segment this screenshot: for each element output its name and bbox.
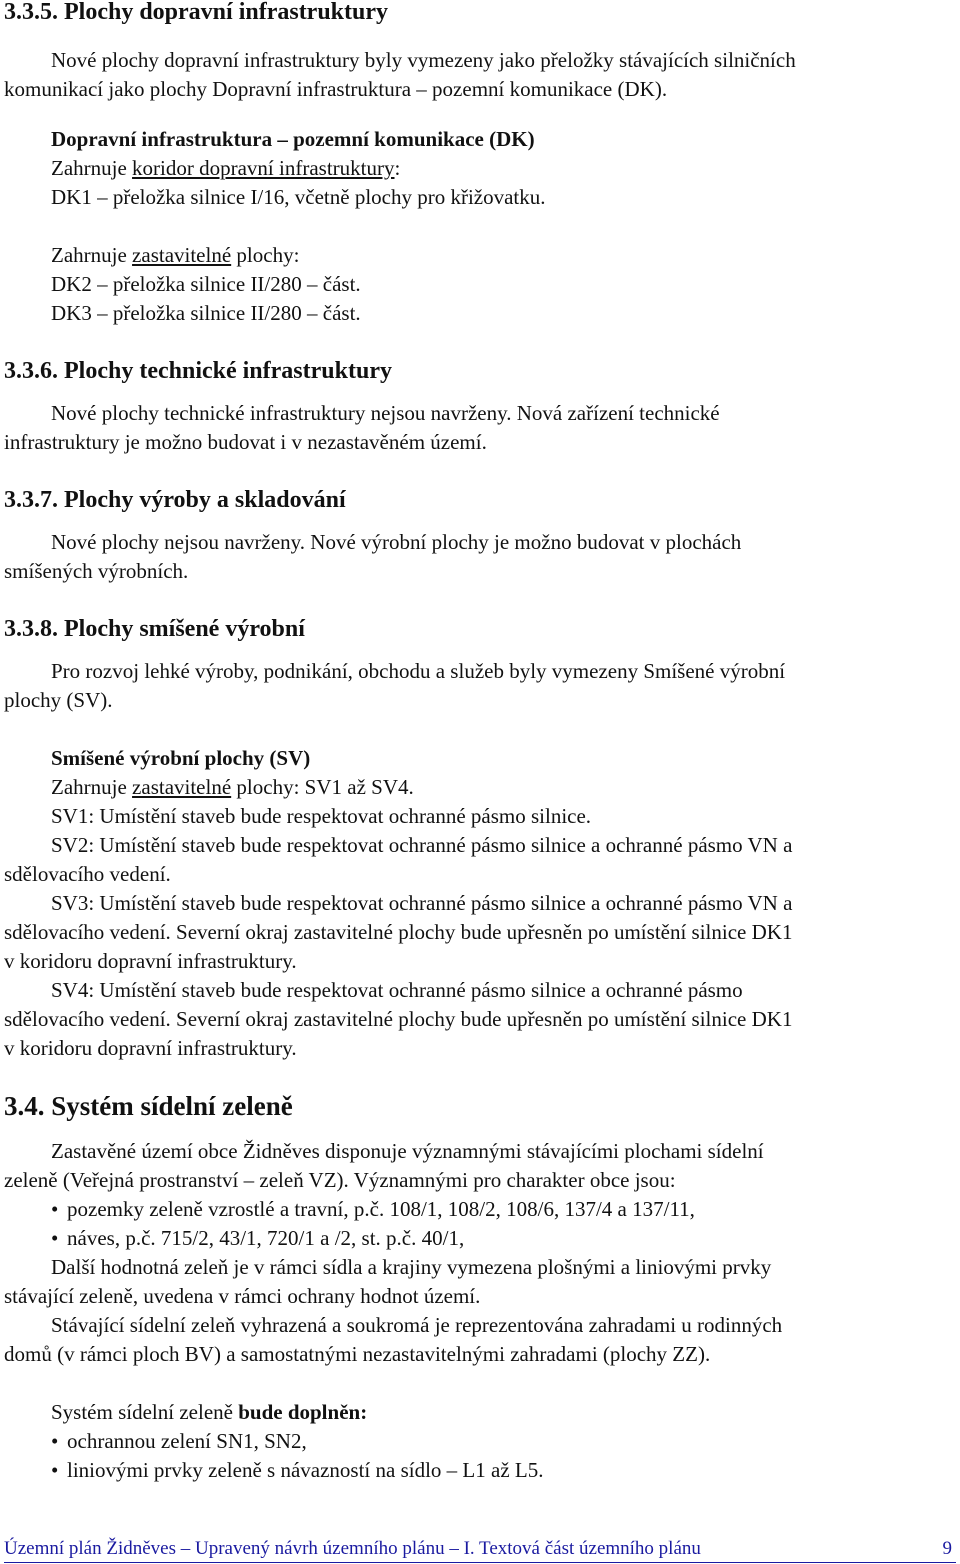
list-item: náves, p.č. 715/2, 43/1, 720/1 a /2, st. p.č. 40/1, (67, 1226, 465, 1250)
section-heading-3-3-5: 3.3.5. Plochy dopravní infrastruktury (4, 0, 389, 25)
text: plochy: SV1 až SV4. (231, 775, 414, 799)
paragraph-line: domů (v rámci ploch BV) a samostatnými nezastavitelnými zahradami (plochy ZZ). (4, 1342, 711, 1366)
text: Zahrnuje (51, 775, 133, 799)
text: Zahrnuje (51, 243, 133, 267)
paragraph-line: Nové plochy nejsou navrženy. Nové výrobní plochy je možno budovat v plochách (51, 530, 742, 554)
text: Zahrnuje (51, 156, 133, 180)
section-heading-3-3-7: 3.3.7. Plochy výroby a skladování (4, 487, 346, 513)
koridor-line (51, 154, 960, 183)
subsection-heading-sv: Smíšené výrobní plochy (SV) (51, 746, 311, 770)
text: Systém sídelní zeleně (51, 1400, 239, 1424)
paragraph-line: Další hodnotná zeleň je v rámci sídla a krajiny vymezena plošnými a liniovými prvky (51, 1255, 772, 1279)
bullet-icon: • (51, 1429, 59, 1453)
page-number: 9 (942, 1538, 952, 1559)
bullet-icon: • (51, 1458, 59, 1482)
paragraph-line: komunikací jako plochy Dopravní infrastruktura – pozemní komunikace (DK). (4, 77, 668, 101)
sv2-line: SV2: Umístění staveb bude respektovat ochranné pásmo silnice a ochranné pásmo VN a (51, 833, 793, 857)
sv4-line: v koridoru dopravní infrastruktury. (4, 1036, 297, 1060)
section-heading-3-4: 3.4. Systém sídelní zeleně (4, 1091, 293, 1121)
paragraph-line: smíšených výrobních. (4, 559, 189, 583)
text: : (394, 156, 401, 180)
dk3-line: DK3 – přeložka silnice II/280 – část. (51, 301, 361, 325)
sv3-line: sdělovacího vedení. Severní okraj zastavitelné plochy bude upřesněn po umístění silnice DK1 (4, 920, 793, 944)
list-item: ochrannou zelení SN1, SN2, (67, 1429, 307, 1453)
paragraph-line: Pro rozvoj lehké výroby, podnikání, obchodu a služeb byly vymezeny Smíšené výrobní (51, 659, 786, 683)
paragraph-line: Nové plochy dopravní infrastruktury byly vymezeny jako přeložky stávajících silničních (51, 48, 796, 72)
sv4-line: SV4: Umístění staveb bude respektovat ochranné pásmo silnice a ochranné pásmo (51, 978, 743, 1002)
list-item: liniovými prvky zeleně s návazností na sídlo – L1 až L5. (67, 1458, 544, 1482)
dk2-line: DK2 – přeložka silnice II/280 – část. (51, 272, 361, 296)
subsection-heading-dk: Dopravní infrastruktura – pozemní komunikace (DK) (51, 127, 535, 151)
doplnen-line (51, 1398, 960, 1427)
paragraph-line: Nové plochy technické infrastruktury nejsou navrženy. Nová zařízení technické (51, 401, 720, 425)
sv1-line: SV1: Umístění staveb bude respektovat ochranné pásmo silnice. (51, 804, 592, 828)
bold-text: bude doplněn: (238, 1400, 368, 1424)
underlined-term: zastavitelné (132, 243, 232, 267)
sv3-line: v koridoru dopravní infrastruktury. (4, 949, 297, 973)
paragraph-line: Zastavěné území obce Židněves disponuje významnými stávajícími plochami sídelní (51, 1139, 764, 1163)
paragraph-line: stávající zeleně, uvedena v rámci ochrany hodnot území. (4, 1284, 481, 1308)
paragraph-line: Stávající sídelní zeleň vyhrazená a soukromá je reprezentována zahradami u rodinných (51, 1313, 783, 1337)
footer-text: Územní plán Židněves – Upravený návrh územního plánu – I. Textová část územního plánu (4, 1538, 701, 1559)
paragraph-line: zeleně (Veřejná prostranství – zeleň VZ). Významnými pro charakter obce jsou: (4, 1168, 676, 1192)
zastavitelne-line (51, 773, 960, 802)
paragraph-line: infrastruktury je možno budovat i v nezastavěném území. (4, 430, 487, 454)
sv3-line: SV3: Umístění staveb bude respektovat ochranné pásmo silnice a ochranné pásmo VN a (51, 891, 793, 915)
underlined-term: koridor dopravní infrastruktury (132, 156, 395, 180)
paragraph-line: plochy (SV). (4, 688, 113, 712)
text: plochy: (231, 243, 300, 267)
underlined-term: zastavitelné (132, 775, 232, 799)
bullet-icon: • (51, 1226, 59, 1250)
sv4-line: sdělovacího vedení. Severní okraj zastavitelné plochy bude upřesněn po umístění silnice DK1 (4, 1007, 793, 1031)
bullet-icon: • (51, 1197, 59, 1221)
section-heading-3-3-8: 3.3.8. Plochy smíšené výrobní (4, 616, 305, 642)
footer-rule (4, 1562, 956, 1563)
list-item: pozemky zeleně vzrostlé a travní, p.č. 108/1, 108/2, 108/6, 137/4 a 137/11, (67, 1197, 695, 1221)
section-heading-3-3-6: 3.3.6. Plochy technické infrastruktury (4, 358, 392, 384)
dk1-line: DK1 – přeložka silnice I/16, včetně plochy pro křižovatku. (51, 185, 546, 209)
sv2-line: sdělovacího vedení. (4, 862, 171, 886)
zastavitelne-line (51, 241, 960, 270)
